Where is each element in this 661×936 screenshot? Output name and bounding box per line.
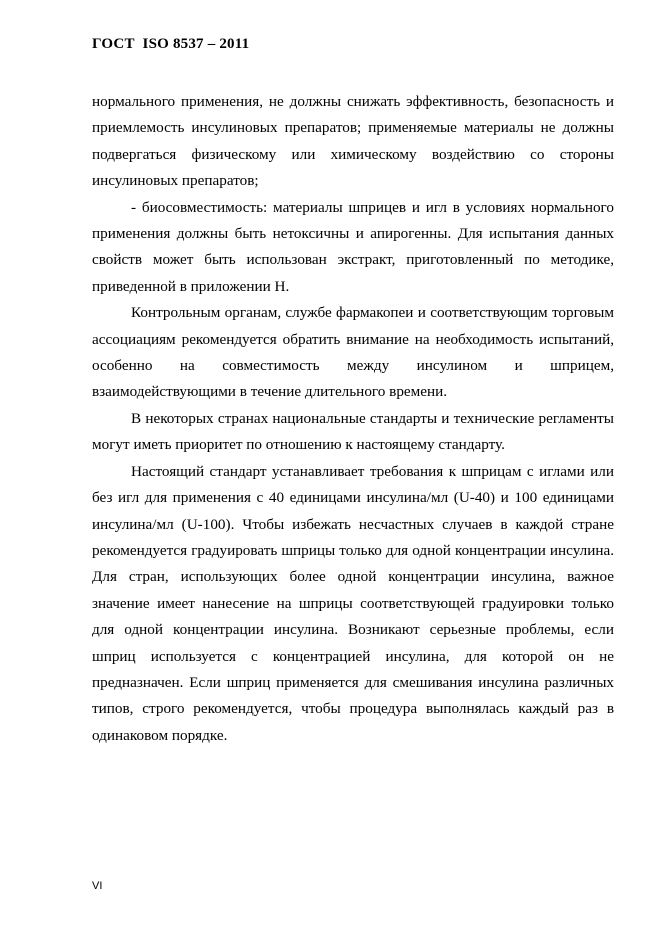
paragraph-biocompatibility: - биосовместимость: материалы шприцев и игл в условиях нормального применения должны быть нетоксичны и апирогенны. Для испытания данных свойств может быть использован экстракт, приготовленный по методике, приведенной в приложении Н.: [92, 198, 614, 295]
document-header: ГОСТ ISO 8537 – 2011: [92, 36, 250, 52]
paragraph-standard-scope: Настоящий стандарт устанавливает требования к шприцам с иглами или без игл для применения с 40 единицами инсулина/мл (U-40) и 100 единицами инсулина/мл (U-100). Чтобы избежать несчастных случаев в каждой стране рекомендуется градуировать шприцы только для одной концентрации инсулина. Для стран, использующих более одной концентрации инсулина, важное значение имеет нанесение на шприцы соответствующей градуировки только для одной концентрации инсулина. Возникают серьезные проблемы, если шприц используется с концентрацией инсулина, для которой он не предназначен. Если шприц применяется для смешивания инсулина различных типов, строго рекомендуется, чтобы процедура выполнялась каждый раз в одинаковом порядке.: [92, 462, 614, 744]
paragraph-control-bodies: Контрольным органам, службе фармакопеи и соответствующим торговым ассоциациям рекомендуется обратить внимание на необходимость испытаний, особенно на совместимость между инсулином и шприцем, взаимодействующими в течение длительного времени.: [92, 304, 614, 401]
page-number: VI: [92, 880, 103, 892]
document-body: [92, 89, 614, 749]
paragraph-national-standards: В некоторых странах национальные стандарты и технические регламенты могут иметь приоритет по отношению к настоящему стандарту.: [92, 409, 614, 454]
paragraph-continuation: нормального применения, не должны снижать эффективность, безопасность и приемлемость инсулиновых препаратов; применяемые материалы не должны подвергаться физическому или химическому воздействию со стороны инсулиновых препаратов;: [92, 93, 614, 190]
